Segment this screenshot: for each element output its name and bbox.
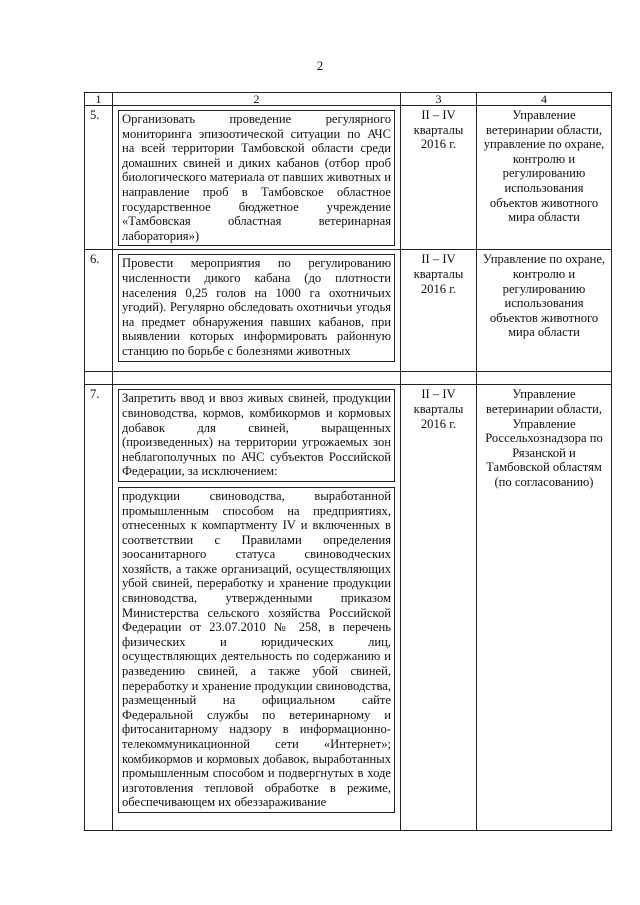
task-cell — [113, 250, 401, 372]
period-cell: II – IV кварталы 2016 г. — [401, 385, 477, 831]
table-header-row — [85, 93, 612, 106]
spacer-cell — [85, 372, 113, 385]
table-spacer-row — [85, 372, 612, 385]
header-cell: 3 — [401, 93, 477, 106]
task-text: Организовать проведение регулярного мониторинга эпизоотической ситуации по АЧС на всей территории Тамбовской области среди домашних свиней и диких кабанов (отбор проб биологического материала от павших животных и направление проб в Тамбовское областное государственное бюджетное учреждение «Тамбовская областная ветеринарная лаборатория») — [118, 110, 395, 246]
period-cell: II – IV кварталы 2016 г. — [401, 106, 477, 250]
measures-table — [84, 92, 612, 831]
task-cell — [113, 106, 401, 250]
task-cell — [113, 385, 401, 831]
page-number: 2 — [316, 58, 324, 73]
period-cell: II – IV кварталы 2016 г. — [401, 250, 477, 372]
row-number: 7. — [85, 385, 113, 831]
responsible-cell: Управление ветеринарии области, управление по охране, контролю и регулированию использования объектов животного мира области — [477, 106, 612, 250]
responsible-cell: Управление ветеринарии области, Управление Россельхознадзора по Рязанской и Тамбовской областям (по согласованию) — [477, 385, 612, 831]
responsible-cell: Управление по охране, контролю и регулированию использования объектов животного мира области — [477, 250, 612, 372]
table-row — [85, 250, 612, 372]
spacer-cell — [477, 372, 612, 385]
task-text: Провести мероприятия по регулированию численности дикого кабана (до плотности населения 0,25 голов на 1000 га охотничьих угодий). Регулярно обследовать охотничьи угодья на предмет обнаружения павших кабанов, при выявлении которых информировать районную станцию по борьбе с болезнями животных — [118, 254, 395, 361]
row-number: 5. — [85, 106, 113, 250]
header-cell: 2 — [113, 93, 401, 106]
task-exceptions-text: продукции свиноводства, выработанной промышленным способом на предприятиях, отнесенных к компартменту IV и включенных в соответствии с Правилами определения зоосанитарного статуса свиноводческих хозяйств, а также организаций, осуществляющих убой свиней, переработку и хранение продукции свиноводства, утвержденными приказом Министерства сельского хозяйства Российской Федерации от 23.07.2010 № 258, в перечень физических и юридических лиц, осуществляющих деятельность по содержанию и разведению свиней, а также убой свиней, переработку и хранение продукции свиноводства, размещенный на официальном сайте Федеральной службы по ветеринарному и фитосанитарному надзору в информационно-телекоммуникационной сети «Интернет»; комбикормов и кормовых добавок, выработанных промышленным способом и подвергнутых в ходе изготовления тепловой обработке в режиме, обеспечивающем их обеззараживание — [118, 487, 395, 813]
spacer-cell — [113, 372, 401, 385]
table-row — [85, 106, 612, 250]
header-cell: 4 — [477, 93, 612, 106]
row-number: 6. — [85, 250, 113, 372]
task-text: Запретить ввод и ввоз живых свиней, продукции свиноводства, кормов, комбикормов и кормовых добавок для свиней, выращенных (произведенных) на территории угрожаемых зон неблагополучных по АЧС субъектов Российской Федерации, за исключением: — [118, 389, 395, 482]
header-cell: 1 — [85, 93, 113, 106]
table-row — [85, 385, 612, 831]
spacer-cell — [401, 372, 477, 385]
